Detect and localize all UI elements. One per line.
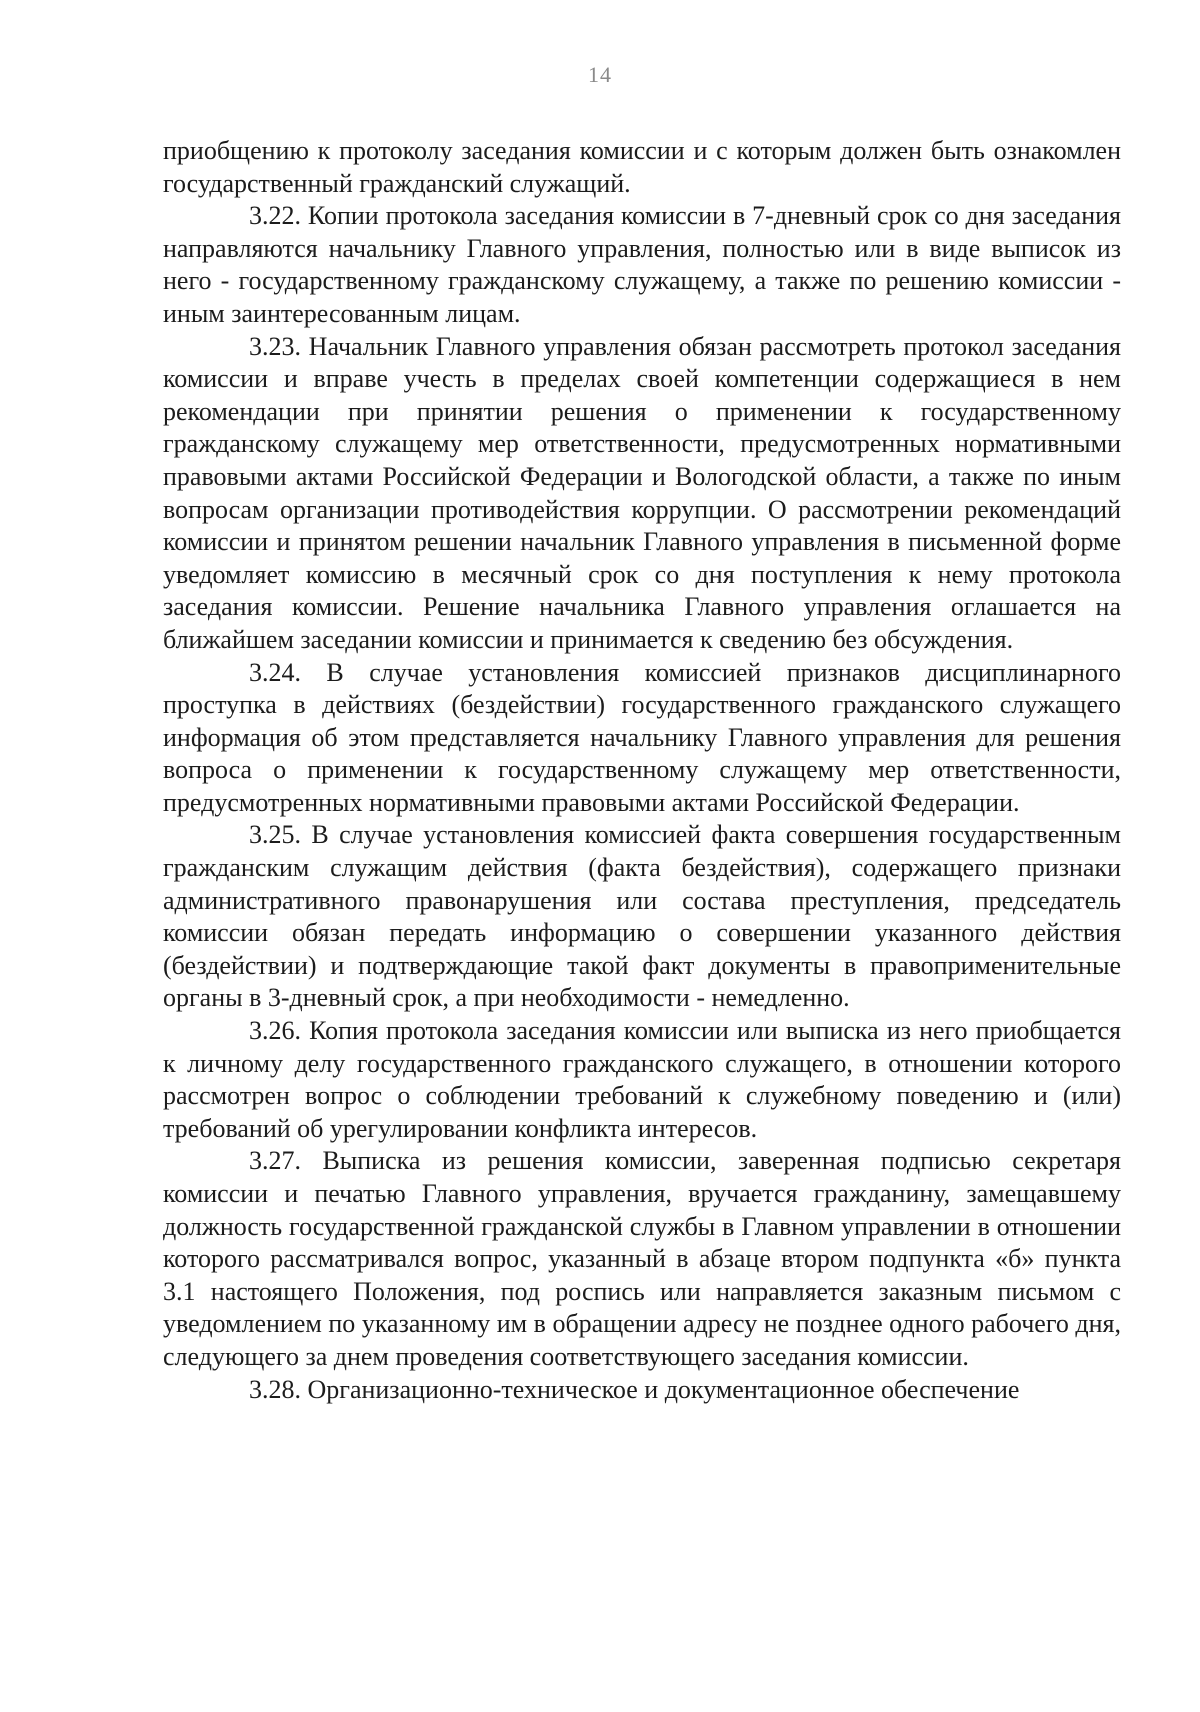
paragraph-3-25: 3.25. В случае установления комиссией факта совершения государственным гражданским служащим действия (факта бездействия), содержащего признаки административного правонарушения или состава преступления, председатель комиссии обязан передать информацию о совершении указанного действия (бездействии) и подтверждающие такой факт документы в правоприменительные органы в 3-дневный срок, а при необходимости - немедленно.	[163, 820, 1121, 1013]
paragraph-3-23: 3.23. Начальник Главного управления обязан рассмотреть протокол заседания комиссии и вправе учесть в пределах своей компетенции содержащиеся в нем рекомендации при принятии решения о применении к государственному гражданскому служащему мер ответственности, предусмотренных нормативными правовыми актами Российской Федерации и Вологодской области, а также по иным вопросам организации противодействия коррупции. О рассмотрении рекомендаций комиссии и принятом решении начальник Главного управления в письменной форме уведомляет комиссию в месячный срок со дня поступления к нему протокола заседания комиссии. Решение начальника Главного управления оглашается на ближайшем заседании комиссии и принимается к сведению без обсуждения.	[163, 331, 1121, 654]
document-body	[163, 135, 1121, 1406]
paragraph-3-26: 3.26. Копия протокола заседания комиссии или выписка из него приобщается к личному делу государственного гражданского служащего, в отношении которого рассмотрен вопрос о соблюдении требований к служебному поведению и (или) требований об урегулировании конфликта интересов.	[163, 1016, 1121, 1143]
paragraph-3-28: 3.28. Организационно-техническое и документационное обеспечение	[249, 1374, 1020, 1404]
paragraph-3-22: 3.22. Копии протокола заседания комиссии в 7-дневный срок со дня заседания направляются начальнику Главного управления, полностью или в виде выписок из него - государственному гражданскому служащему, а также по решению комиссии - иным заинтересованным лицам.	[163, 201, 1121, 328]
paragraph-continuation: приобщению к протоколу заседания комиссии и с которым должен быть ознакомлен государственный гражданский служащий.	[163, 136, 1121, 198]
paragraph-3-24: 3.24. В случае установления комиссией признаков дисциплинарного проступка в действиях (бездействии) государственного гражданского служащего информация об этом представляется начальнику Главного управления для решения вопроса о применении к государственному служащему мер ответственности, предусмотренных нормативными правовыми актами Российской Федерации.	[163, 657, 1121, 817]
paragraph-3-27: 3.27. Выписка из решения комиссии, заверенная подписью секретаря комиссии и печатью Главного управления, вручается гражданину, замещавшему должность государственной гражданской службы в Главном управлении в отношении которого рассматривался вопрос, указанный в абзаце втором подпункта «б» пункта 3.1 настоящего Положения, под роспись или направляется заказным письмом с уведомлением по указанному им в обращении адресу не позднее одного рабочего дня, следующего за днем проведения соответствующего заседания комиссии.	[163, 1146, 1121, 1371]
page-number: 14	[588, 62, 612, 87]
